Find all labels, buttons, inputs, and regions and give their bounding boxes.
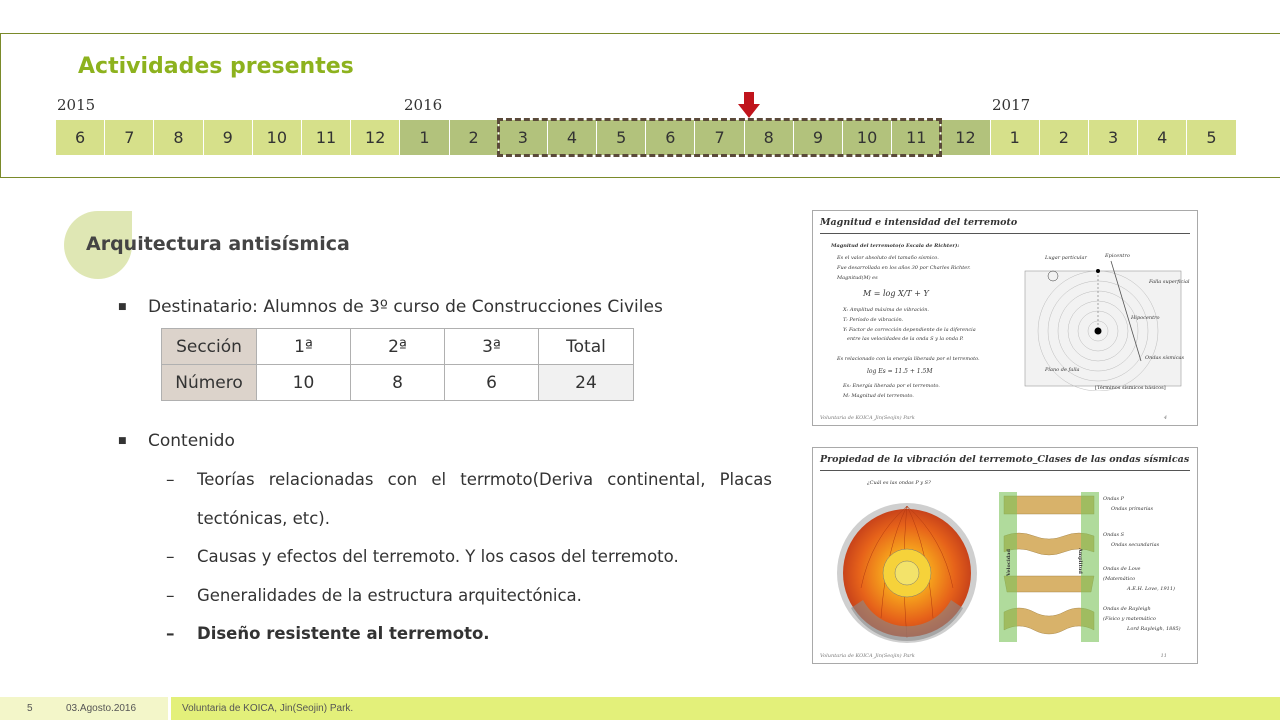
thumbnail-text: A.E.H. Love, 1911) [1127, 586, 1175, 592]
wave-types-diagram [999, 492, 1099, 642]
thumbnail-label: Hipocentro [1131, 315, 1160, 321]
timeline-month: 8 [154, 120, 203, 155]
timeline-month: 11 [302, 120, 351, 155]
year-label-2016: 2016 [404, 96, 443, 114]
timeline-month: 1 [991, 120, 1040, 155]
thumbnail-text: Fue desarrollada en los años 30 por Charles Richter. [837, 265, 971, 271]
table-cell: 6 [445, 365, 539, 401]
thumbnail-label: Plano de falla [1045, 367, 1080, 373]
thumbnail-label: Lugar particular [1045, 255, 1087, 261]
thumbnail-title: Propiedad de la vibración del terremoto_Clases de las ondas sísmicas [820, 454, 1190, 465]
content-item: tectónicas, etc). [197, 509, 330, 528]
content-label: Contenido [148, 431, 235, 451]
timeline-month: 5 [1187, 120, 1236, 155]
thumbnail-text: Es: Energía liberada por el terremoto. [843, 383, 940, 389]
thumbnail-rule [820, 233, 1190, 234]
thumbnail-axis-label: Velocidad [1006, 548, 1012, 576]
timeline-month: 5 [597, 120, 646, 155]
timeline-month: 12 [351, 120, 400, 155]
timeline-month: 3 [1089, 120, 1138, 155]
thumbnail-page-number: 4 [1163, 415, 1167, 421]
dash-bullet: – [166, 470, 175, 490]
thumbnail-text: Ondas S [1103, 532, 1125, 538]
timeline-month: 4 [1138, 120, 1187, 155]
dash-bullet: – [166, 586, 175, 606]
square-bullet-icon: ■ [118, 302, 127, 312]
slide-thumbnail-magnitude [812, 210, 1198, 426]
table-cell: 10 [257, 365, 351, 401]
table-header-cell: 3ª [445, 329, 539, 365]
dash-bullet: – [166, 547, 175, 567]
thumbnail-text: X: Amplitud máxima de vibración. [843, 307, 930, 313]
timeline-month: 10 [843, 120, 892, 155]
timeline [56, 120, 1237, 155]
thumbnail-text: Ondas P [1103, 496, 1125, 502]
footer-credit: Voluntaria de KOICA, Jin(Seojin) Park. [182, 703, 354, 714]
year-label-2017: 2017 [992, 96, 1031, 114]
timeline-month: 8 [745, 120, 794, 155]
current-month-arrow-icon [738, 92, 760, 118]
thumbnail-title: Magnitud e intensidad del terremoto [820, 217, 1018, 228]
thumbnail-text: entre las velocidades de la onda S y la onda P. [847, 336, 964, 342]
thumbnail-footer: Voluntaria de KOICA_Jin(Seojin) Park [820, 415, 915, 421]
timeline-month: 3 [499, 120, 548, 155]
timeline-month: 1 [400, 120, 449, 155]
content-item-bold: Diseño resistente al terremoto. [197, 624, 490, 643]
timeline-month: 2 [450, 120, 499, 155]
thumbnail-caption: [Términos sísmicos básicos] [1095, 385, 1166, 391]
thumbnail-text: Ondas secundarias [1111, 542, 1160, 548]
year-label-2015: 2015 [57, 96, 96, 114]
content-item: Teorías relacionadas con el terrmoto(Deriva continental, Placas [197, 470, 772, 489]
table-header-cell: Total [539, 329, 634, 365]
thumbnail-rule [820, 470, 1190, 471]
timeline-month: 2 [1040, 120, 1089, 155]
timeline-month: 9 [794, 120, 843, 155]
timeline-month: 10 [253, 120, 302, 155]
thumbnail-text: Lord Rayleigh, 1885) [1127, 626, 1181, 632]
table-header-cell: 1ª [257, 329, 351, 365]
timeline-month: 6 [56, 120, 105, 155]
timeline-month: 4 [548, 120, 597, 155]
thumbnail-axis-label: Amplitud [1077, 548, 1083, 574]
thumbnail-text: Es relacionado con la energía liberada por el terremoto. [837, 356, 980, 362]
thumbnail-footer: Voluntaria de KOICA_Jin(Seojin) Park [820, 653, 915, 659]
dash-bullet: – [166, 624, 175, 644]
timeline-month: 11 [892, 120, 941, 155]
slide-thumbnail-seismic-waves [812, 447, 1198, 664]
page-number: 5 [27, 703, 33, 714]
timeline-month: 9 [204, 120, 253, 155]
timeline-month: 7 [695, 120, 744, 155]
thumbnail-text: Ondas de Love [1103, 566, 1141, 572]
footer-date: 03.Agosto.2016 [66, 703, 137, 714]
thumbnail-label: Falla superficial [1149, 279, 1190, 285]
table-row-label: Número [162, 365, 257, 401]
thumbnail-text: ¿Cuál es las ondas P y S? [867, 480, 931, 486]
thumbnail-formula: log Es = 11.5 + 1.5M [867, 368, 933, 375]
thumbnail-text: Es el valor absoluto del tamaño sísmico. [837, 255, 939, 261]
thumbnail-formula: M = log X/T + Y [863, 289, 929, 298]
thumbnail-text: T: Período de vibración. [843, 317, 904, 323]
timeline-month: 12 [941, 120, 990, 155]
content-item: Generalidades de la estructura arquitectónica. [197, 586, 582, 605]
thumbnail-page-number: 11 [1160, 653, 1167, 659]
thumbnail-text: Y: Factor de corrección dependiente de la diferencia [843, 327, 976, 333]
content-item: Causas y efectos del terremoto. Y los casos del terremoto. [197, 547, 679, 566]
thumbnail-text: Magnitud del terremoto(o Escala de Richter): [831, 243, 960, 249]
table-cell: 24 [539, 365, 634, 401]
square-bullet-icon: ■ [118, 436, 127, 446]
thumbnail-text: Magnitud(M) es [837, 275, 878, 281]
thumbnail-text: (Matemático [1103, 576, 1136, 582]
timeline-month: 7 [105, 120, 154, 155]
section-table [161, 328, 634, 401]
table-cell: 8 [351, 365, 445, 401]
thumbnail-label: Ondas sísmicas [1145, 355, 1185, 361]
thumbnail-text: Ondas de Rayleigh [1103, 606, 1151, 612]
thumbnail-text: (Físico y matemático [1103, 616, 1156, 622]
timeline-month: 6 [646, 120, 695, 155]
page-title: Actividades presentes [78, 54, 354, 79]
table-header-cell: 2ª [351, 329, 445, 365]
thumbnail-text: M: Magnitud del terremoto. [843, 393, 914, 399]
earth-wave-diagram [831, 488, 983, 648]
section-title: Arquitectura antisísmica [86, 233, 350, 255]
table-header-cell: Sección [162, 329, 257, 365]
thumbnail-label: Epicentro [1105, 253, 1130, 259]
thumbnail-text: Ondas primarias [1111, 506, 1154, 512]
target-audience-text: Destinatario: Alumnos de 3º curso de Construcciones Civiles [148, 297, 663, 317]
